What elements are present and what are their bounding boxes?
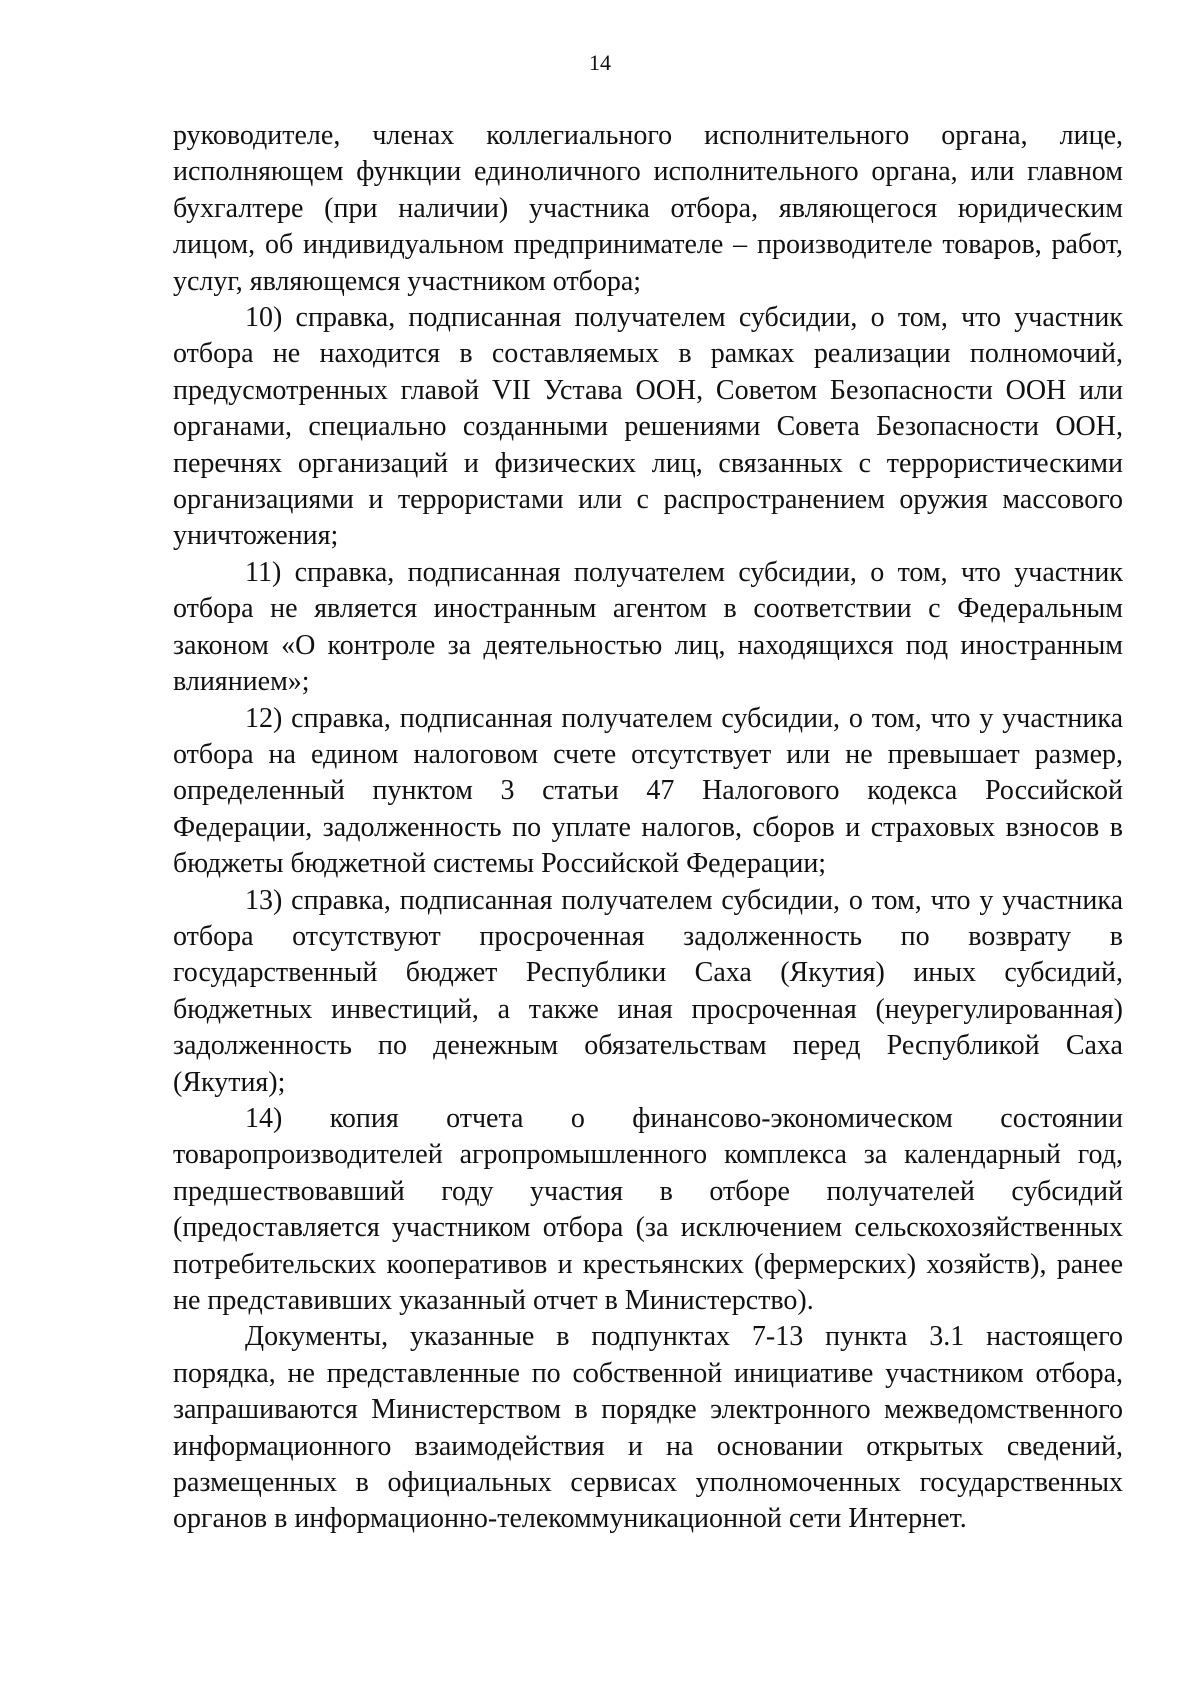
paragraph-item-12: 12) справка, подписанная получателем субсидии, о том, что у участника отбора на едином налоговом счете отсутствует или не превышает размер, определенный пунктом 3 статьи 47 Налогового кодекса Российской Федерации, задолженность по уплате налогов, сборов и страховых взносов в бюджеты бюджетной системы Российской Федерации; (173, 702, 1123, 880)
page-number: 14 (589, 50, 611, 75)
paragraph-item-13: 13) справка, подписанная получателем субсидии, о том, что у участника отбора отсутствуют просроченная задолженность по возврату в государственный бюджет Республики Саха (Якутия) иных субсидий, бюджетных инвестиций, а также иная просроченная (неурегулированная) задолженность по денежным обязательствам перед Республикой Саха (Якутия); (173, 884, 1123, 1098)
paragraph-item-10: 10) справка, подписанная получателем субсидии, о том, что участник отбора не находится в составляемых в рамках реализации полномочий, предусмотренных главой VII Устава ООН, Советом Безопасности ООН или органами, специально созданными решениями Совета Безопасности ООН, перечнях организаций и физических лиц, связанных с террористическими организациями и террористами или с распространением оружия массового уничтожения; (173, 302, 1123, 552)
document-body (173, 118, 1123, 1538)
paragraph-item-11: 11) справка, подписанная получателем субсидии, о том, что участник отбора не является иностранным агентом в соответствии с Федеральным законом «О контроле за деятельностью лиц, находящихся под иностранным влиянием»; (173, 556, 1123, 698)
paragraph-continuation: руководителе, членах коллегиального исполнительного органа, лице, исполняющем функции единоличного исполнительного органа, или главном бухгалтере (при наличии) участника отбора, являющегося юридическим лицом, об индивидуальном предпринимателе – производителе товаров, работ, услуг, являющемся участником отбора; (173, 120, 1123, 297)
paragraph-item-14: 14) копия отчета о финансово-экономическом состоянии товаропроизводителей агропромышленного комплекса за календарный год, предшествовавший году участия в отборе получателей субсидий (предоставляется участником отбора (за исключением сельскохозяйственных потребительских кооперативов и крестьянских (фермерских) хозяйств), ранее не представивших указанный отчет в Министерство). (173, 1102, 1123, 1316)
paragraph-documents-request: Документы, указанные в подпунктах 7-13 пункта 3.1 настоящего порядка, не представленные по собственной инициативе участником отбора, запрашиваются Министерством в порядке электронного межведомственного информационного взаимодействия и на основании открытых сведений, размещенных в официальных сервисах уполномоченных государственных органов в информационно-телекоммуникационной сети Интернет. (173, 1321, 1123, 1535)
